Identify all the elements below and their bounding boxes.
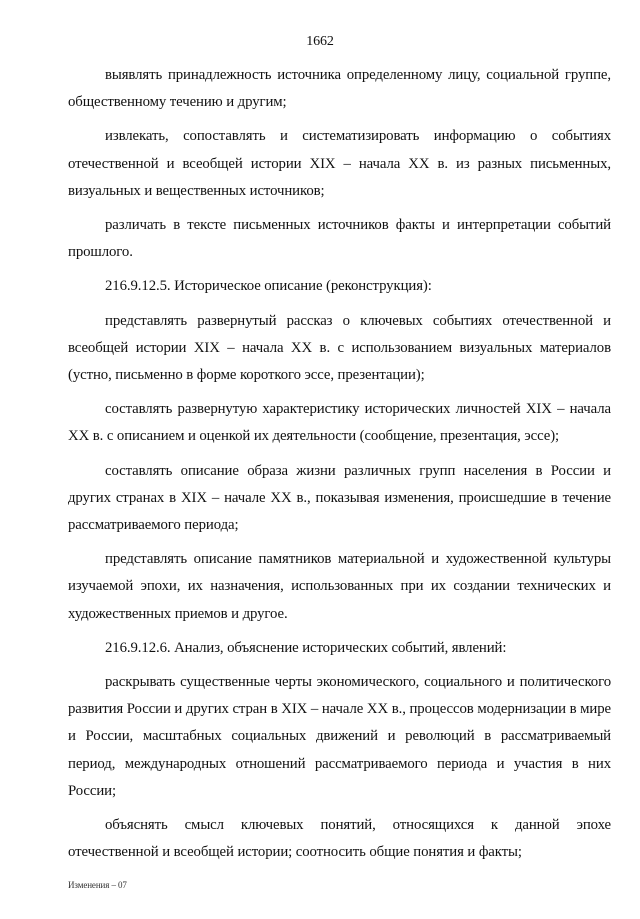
paragraph: выявлять принадлежность источника определенному лицу, социальной группе, общественному течению и другим; — [68, 67, 611, 111]
paragraph: извлекать, сопоставлять и систематизировать информацию о событиях отечественной и всеобщей истории XIX – начала XX в. из разных письменных, визуальных и вещественных источников; — [68, 128, 611, 199]
footer-note: Изменения – 07 — [68, 880, 127, 890]
paragraph: представлять описание памятников материальной и художественной культуры изучаемой эпохи, их назначения, использованных при их создании технических и художественных приемов и другое. — [68, 551, 611, 622]
section-heading: 216.9.12.5. Историческое описание (реконструкция): — [105, 278, 432, 295]
paragraph: представлять развернутый рассказ о ключевых событиях отечественной и всеобщей истории XIX – начала XX в. с использованием визуальных материалов (устно, письменно в форме короткого эссе, презентации); — [68, 312, 611, 384]
section-heading: 216.9.12.6. Анализ, объяснение исторических событий, явлений: — [105, 639, 507, 656]
paragraph: объяснять смысл ключевых понятий, относящихся к данной эпохе отечественной и всеобщей истории; соотносить общие понятия и факты; — [68, 817, 611, 861]
paragraph: различать в тексте письменных источников факты и интерпретации событий прошлого. — [68, 217, 611, 261]
document-body — [68, 62, 611, 873]
paragraph: составлять развернутую характеристику исторических личностей XIX – начала XX в. с описанием и оценкой их деятельности (сообщение, презентация, эссе); — [68, 401, 611, 445]
page-number: 1662 — [306, 34, 334, 49]
paragraph: составлять описание образа жизни различных групп населения в России и других странах в XIX – начале XX в., показывая изменения, происшедшие в течение рассматриваемого периода; — [68, 462, 611, 534]
paragraph: раскрывать существенные черты экономического, социального и политического развития России и других стран в XIX – начале XX в., процессов модернизации в мире и России, масштабных социальных движений и революций в рассматриваемый период, международных отношений рассматриваемого периода и участия в них России; — [68, 674, 611, 799]
